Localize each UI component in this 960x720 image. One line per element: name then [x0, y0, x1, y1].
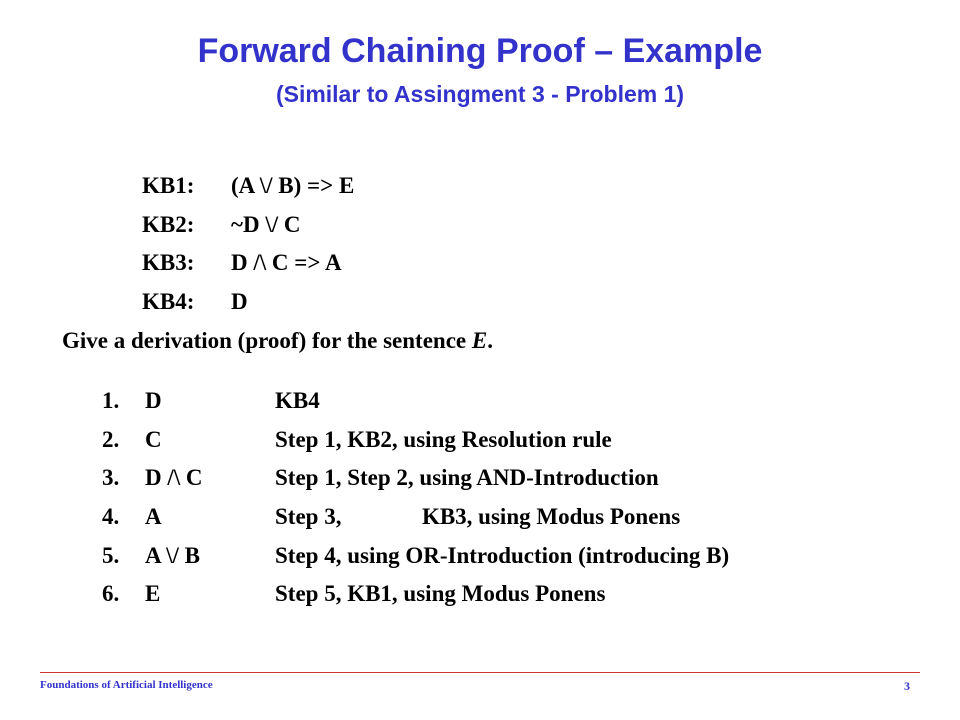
- prompt-text: Give a derivation (proof) for the sentence: [62, 328, 472, 353]
- step-justification: Step 4, using OR-Introduction (introducing B): [275, 543, 730, 568]
- kb-sentence: (A \/ B) => E: [231, 173, 355, 198]
- kb-sentence: ~D \/ C: [231, 212, 301, 237]
- step-fact: A: [145, 504, 162, 529]
- kb-label: KB1:: [142, 173, 195, 198]
- page-number: 3: [904, 679, 910, 693]
- step-number: 5.: [102, 543, 120, 568]
- slide-title: Forward Chaining Proof – Example: [197, 32, 763, 70]
- footer-divider: [40, 672, 920, 673]
- step-justification: Step 3, KB3, using Modus Ponens: [275, 504, 681, 529]
- prompt-period: .: [487, 328, 493, 353]
- step-justification: KB4: [275, 388, 320, 413]
- step-fact: D: [145, 388, 162, 413]
- step-fact: E: [145, 581, 161, 606]
- step-justification: Step 1, Step 2, using AND-Introduction: [275, 465, 659, 490]
- kb-sentence: D: [231, 289, 248, 314]
- step-fact: D /\ C: [145, 465, 203, 490]
- kb-label: KB4:: [142, 289, 195, 314]
- slide-subtitle: (Similar to Assingment 3 - Problem 1): [275, 81, 685, 107]
- kb-label: KB2:: [142, 212, 195, 237]
- step-number: 2.: [102, 427, 120, 452]
- step-fact: A \/ B: [145, 543, 200, 568]
- slide-title-block: [0, 30, 960, 110]
- step-number: 1.: [102, 388, 120, 413]
- step-number: 3.: [102, 465, 120, 490]
- proof-prompt: [62, 325, 493, 357]
- step-number: 4.: [102, 504, 120, 529]
- step-number: 6.: [102, 581, 120, 606]
- step-justification: Step 5, KB1, using Modus Ponens: [275, 581, 606, 606]
- kb-sentence: D /\ C => A: [231, 250, 342, 275]
- kb-label: KB3:: [142, 250, 195, 275]
- prompt-target: E: [471, 328, 488, 353]
- step-fact: C: [145, 427, 162, 452]
- footer-course-name: Foundations of Artificial Intelligence: [40, 679, 213, 691]
- step-justification: Step 1, KB2, using Resolution rule: [275, 427, 612, 452]
